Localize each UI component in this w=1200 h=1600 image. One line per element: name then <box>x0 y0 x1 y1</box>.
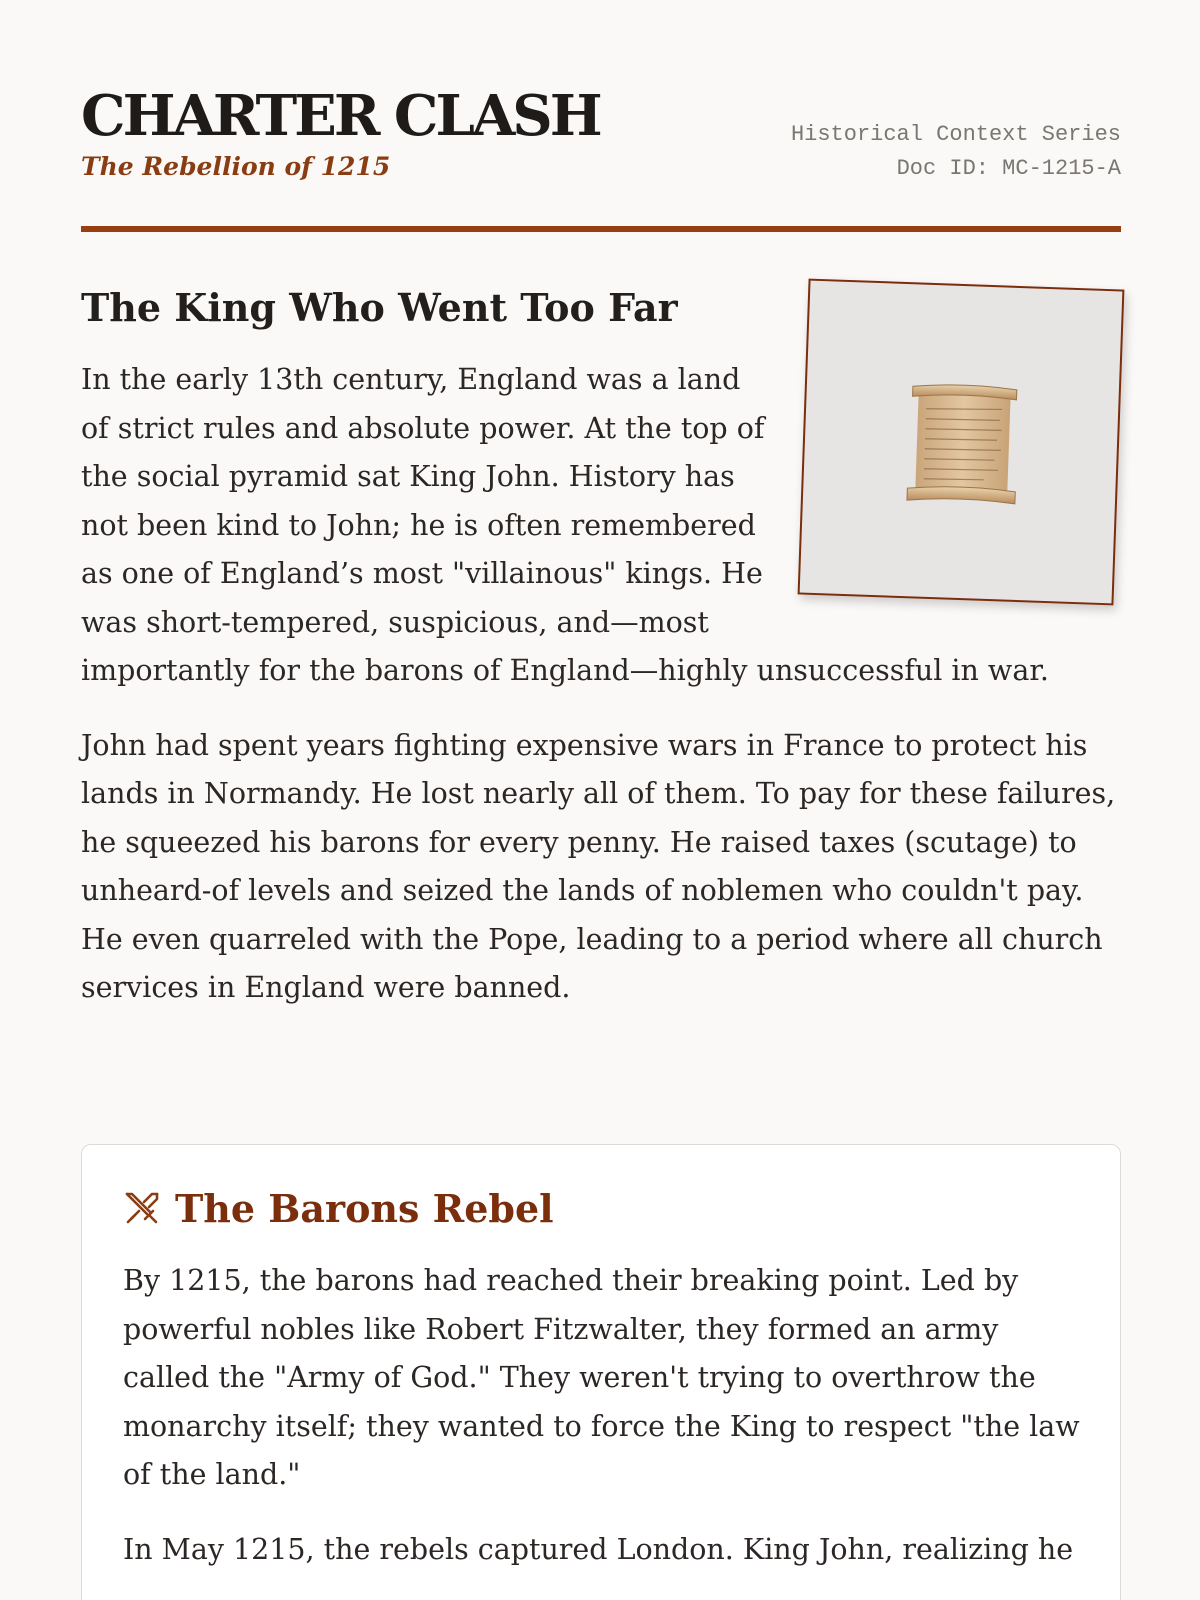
document-meta <box>791 118 1121 186</box>
scroll-icon <box>903 380 1023 508</box>
document-header <box>81 84 1121 194</box>
barons-rebel-heading: The Barons Rebel <box>175 1186 554 1231</box>
barons-rebel-content <box>123 1181 1083 1600</box>
header-divider <box>81 226 1121 232</box>
series-label: Historical Context Series <box>790 122 1121 147</box>
intro-heading: The King Who Went Too Far <box>81 285 678 330</box>
brand-title: CHARTER CLASH <box>81 83 600 149</box>
scroll-figure <box>798 279 1125 606</box>
intro-paragraph: In the early 13th century, England was a land of strict rules and absolute power. At the top of the social pyramid sat King John. History has not been kind to John; he is often remembered as one of England’s most "villainous" kings. He was short-tempered, suspicious, and—most importantly for the barons of England—highly unsuccessful in war. <box>81 363 1049 687</box>
intro-paragraph: John had spent years fighting expensive wars in France to protect his lands in Normandy. He lost nearly all of them. To pay for these failures, he squeezed his barons for every penny. He raised taxes (scutage) to unheard-of levels and seized the lands of noblemen who couldn't pay. He even quarreled with the Pope, leading to a period where all church services in England were banned. <box>81 728 1116 1004</box>
barons-paragraph: By 1215, the barons had reached their breaking point. Led by powerful nobles like Robert Fitzwalter, they formed an army called the "Army of God." They weren't trying to overthrow the monarchy itself; they wanted to force the King to respect "the law of the land." <box>123 1264 1080 1491</box>
crossed-swords-icon <box>123 1190 161 1228</box>
intro-section <box>81 280 1121 1039</box>
barons-rebel-card <box>81 1144 1121 1600</box>
brand-subtitle: The Rebellion of 1215 <box>81 152 391 181</box>
doc-id-label: Doc ID: MC-1215-A <box>896 156 1121 181</box>
barons-paragraph: In May 1215, the rebels captured London. King John, realizing he <box>123 1532 1074 1566</box>
barons-rebel-heading-row <box>123 1181 1083 1237</box>
